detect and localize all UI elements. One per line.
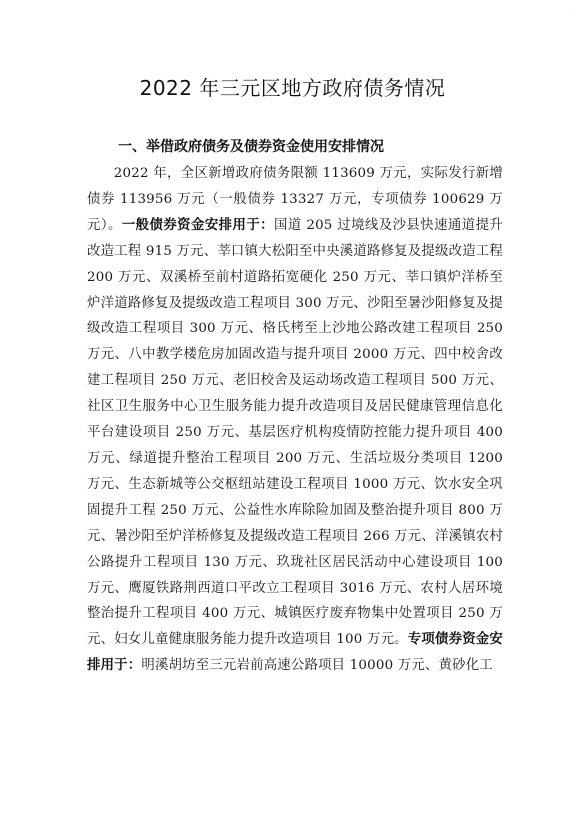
corner-mark: ·: [569, 8, 571, 15]
special-bond-text: 明溪胡坊至三元岩前高速公路项目 10000 万元、黄砂化工: [141, 658, 493, 674]
paragraph-intro: 2022 年，全区新增政府债务限额 113609 万元，实际发行新增债券 113956 万元（一般债券 13327 万元，专项债券 100629 万元）。: [87, 166, 503, 233]
body-paragraph: [87, 161, 503, 679]
special-bond-label: 专项债券资金安排用于：: [87, 632, 503, 674]
document-title: 2022 年三元区地方政府债务情况: [139, 76, 446, 100]
general-bond-label: 一般债券资金安排用于：: [121, 217, 274, 233]
section-heading: 一、举借政府债务及债券资金使用安排情况: [118, 139, 384, 155]
general-bond-text: 国道 205 过境线及沙县快速通道提升改造工程 915 万元、莘口镇大松阳至中央溪道路修复及提级改造工程 200 万元、双溪桥至前村道路拓宽硬化 250 万元、莘口镇炉洋桥至炉洋道路修复及提级改造工程项目 300 万元、沙阳至暑沙阳修复及提级改造工程项目 300 万元、格氏栲至上沙地公路改建工程项目 250 万元、八中教学楼危房加固改造与提升项目 2000 万元、四中校舍改建工程项目 250 万元、老旧校舍及运动场改造工程项目 500 万元、社区卫生服务中心卫生服务能力提升改造项目及居民健康管理信息化平台建设项目 250 万元、基层医疗机构疫情防控能力提升项目 400 万元、绿道提升整治工程项目 200 万元、生活垃圾分类项目 1200 万元、生态新城等公交枢纽站建设工程项目 1000 万元、饮水安全巩固提升工程 250 万元、公益性水库除险加固及整治提升项目 800 万元、暑沙阳至炉洋桥修复及提级改造工程项目 266 万元、洋溪镇农村公路提升工程项目 130 万元、玖珑社区居民活动中心建设项目 100 万元、鹰厦铁路荆西道口平改立工程项目 3016 万元、农村人居环境整治提升工程项目 400 万元、城镇医疗废弃物集中处置项目 250 万元、妇女儿童健康服务能力提升改造项目 100 万元。: [87, 217, 504, 648]
